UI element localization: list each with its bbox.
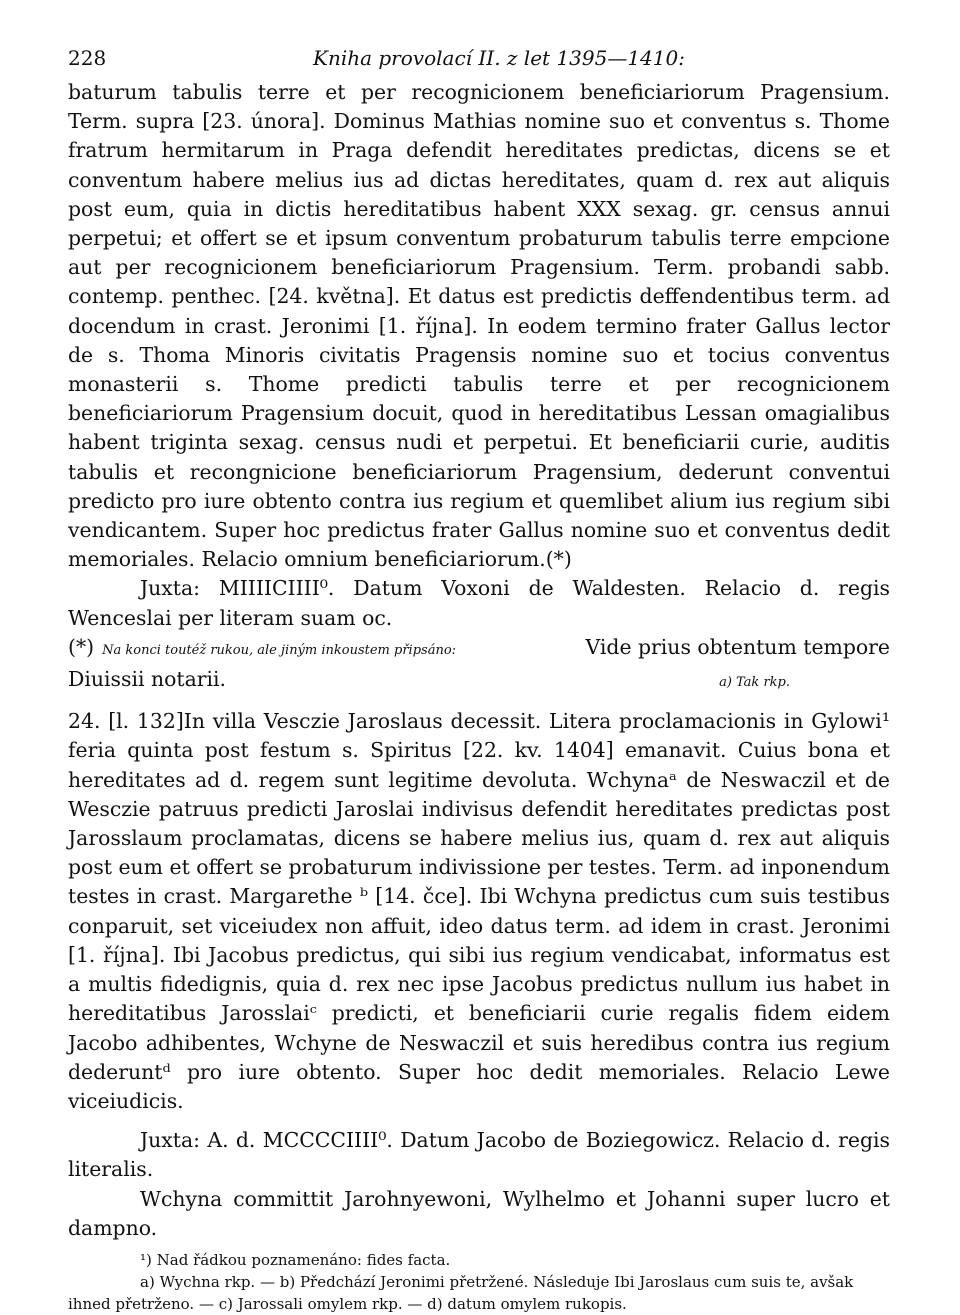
paragraph-1: baturum tabulis terre et per recognicionem beneficiariorum Pragensium. Term. supra [23. února]. Dominus Mathias nomine suo et conventus s. Thome fratrum hermitarum in Praga defendit hereditates predictas, dicens se et conventum habere melius ius ad dictas hereditates, quam d. rex aut aliquis post eum, quia in dictis hereditatibus habent XXX sexag. gr. census annui perpetui; et offert se et ipsum conventum probaturum tabulis terre empcione aut per recognicionem beneficiariorum Pragensium. Term. probandi sabb. contemp. penthec. [24. května]. Et datus est predictis deffendentibus term. ad docendum in crast. Jeronimi [1. října]. In eodem termino frater Gallus lector de s. Thoma Minoris civitatis Pragensis nomine suo et tocius conventus monasterii s. Thome predicti tabulis terre et per recognicionem beneficiariorum Pragensium docuit, quod in hereditatibus Lessan omagialibus habent triginta sexag. census nudi et perpetui. Et beneficiarii curie, auditis tabulis et recongnicione beneficiariorum Pragensium, dederunt conventui predicto pro iure obtento contra ius regium et quemlibet alium ius regium sibi vendicantem. Super hoc predictus frater Gallus nomine suo et conventus dedit memoriales. Relacio omnium beneficiariorum.(*)	[68, 80, 890, 572]
page-header	[68, 38, 890, 78]
star-note	[68, 633, 890, 665]
star-note-line-2	[68, 665, 890, 697]
star-note-small: Na konci toutéž rukou, ale jiným inkoustem připsáno:	[102, 642, 457, 658]
footnote-letters: a) Wychna rkp. — b) Předchází Jeronimi přetržené. Následuje Ibi Jaroslaus cum suis te, avšak ihned přetrženo. — c) Jarossali omylem rkp. — d) datum omylem rukopis.	[68, 1272, 854, 1313]
star-note-continuation: Diuissii notarii.	[68, 667, 227, 692]
star-marker: (*)	[68, 634, 95, 659]
document-page	[68, 38, 890, 1315]
paragraph-juxta-1: Juxta: MIIIICIIII⁰. Datum Voxoni de Waldesten. Relacio d. regis Wenceslai per literam suam oc.	[68, 576, 890, 630]
running-head: Kniha provolací II. z let 1395—1410:	[313, 46, 685, 70]
footnote-1: ¹) Nad řádkou poznamenáno: fides facta.	[140, 1250, 451, 1269]
paragraph-entry-24: 24. [l. 132]In villa Vesczie Jaroslaus decessit. Litera proclamacionis in Gylowi¹ feria quinta post festum s. Spiritus [22. kv. 1404] emanavit. Cuius bona et hereditates ad d. regem sunt legitime devoluta. Wchynaᵃ de Neswaczil et de Wesczie patruus predicti Jaroslai indivisus defendit hereditates predictas post Jarosslaum proclamatas, dicens se habere melius ius, quam d. rex aut aliquis post eum et offert se probaturum indivissione per testes. Term. ad inponendum testes in crast. Margarethe ᵇ [14. čce]. Ibi Wchyna predictus cum suis testibus conparuit, set viceiudex non affuit, ideo datus term. ad idem in crast. Jeronimi [1. října]. Ibi Jacobus predictus, qui sibi ius regium vendicabat, informatus est a multis fidedignis, quia d. rex nec ipse Jacobus predictus nullum ius habet in hereditatibus Jarosslaiᶜ predicti, et beneficiarii curie regalis fidem eidem Jacobo adhibentes, Wchyne de Neswaczil et suis heredibus contra ius regium dederuntᵈ pro iure obtento. Super hoc dedit memoriales. Relacio Lewe viceiudicis.	[68, 709, 890, 1113]
footnotes	[68, 1249, 890, 1315]
paragraph-committit: Wchyna committit Jarohnyewoni, Wylhelmo et Johanni super lucro et dampno.	[68, 1186, 890, 1240]
paragraph-juxta-2: Juxta: A. d. MCCCCIIII⁰. Datum Jacobo de Boziegowicz. Relacio d. regis literalis.	[68, 1128, 890, 1182]
footnote-a-inline: a) Tak rkp.	[719, 675, 790, 691]
page-number: 228	[68, 46, 107, 70]
star-note-text: Vide prius obtentum tempore	[585, 634, 890, 659]
